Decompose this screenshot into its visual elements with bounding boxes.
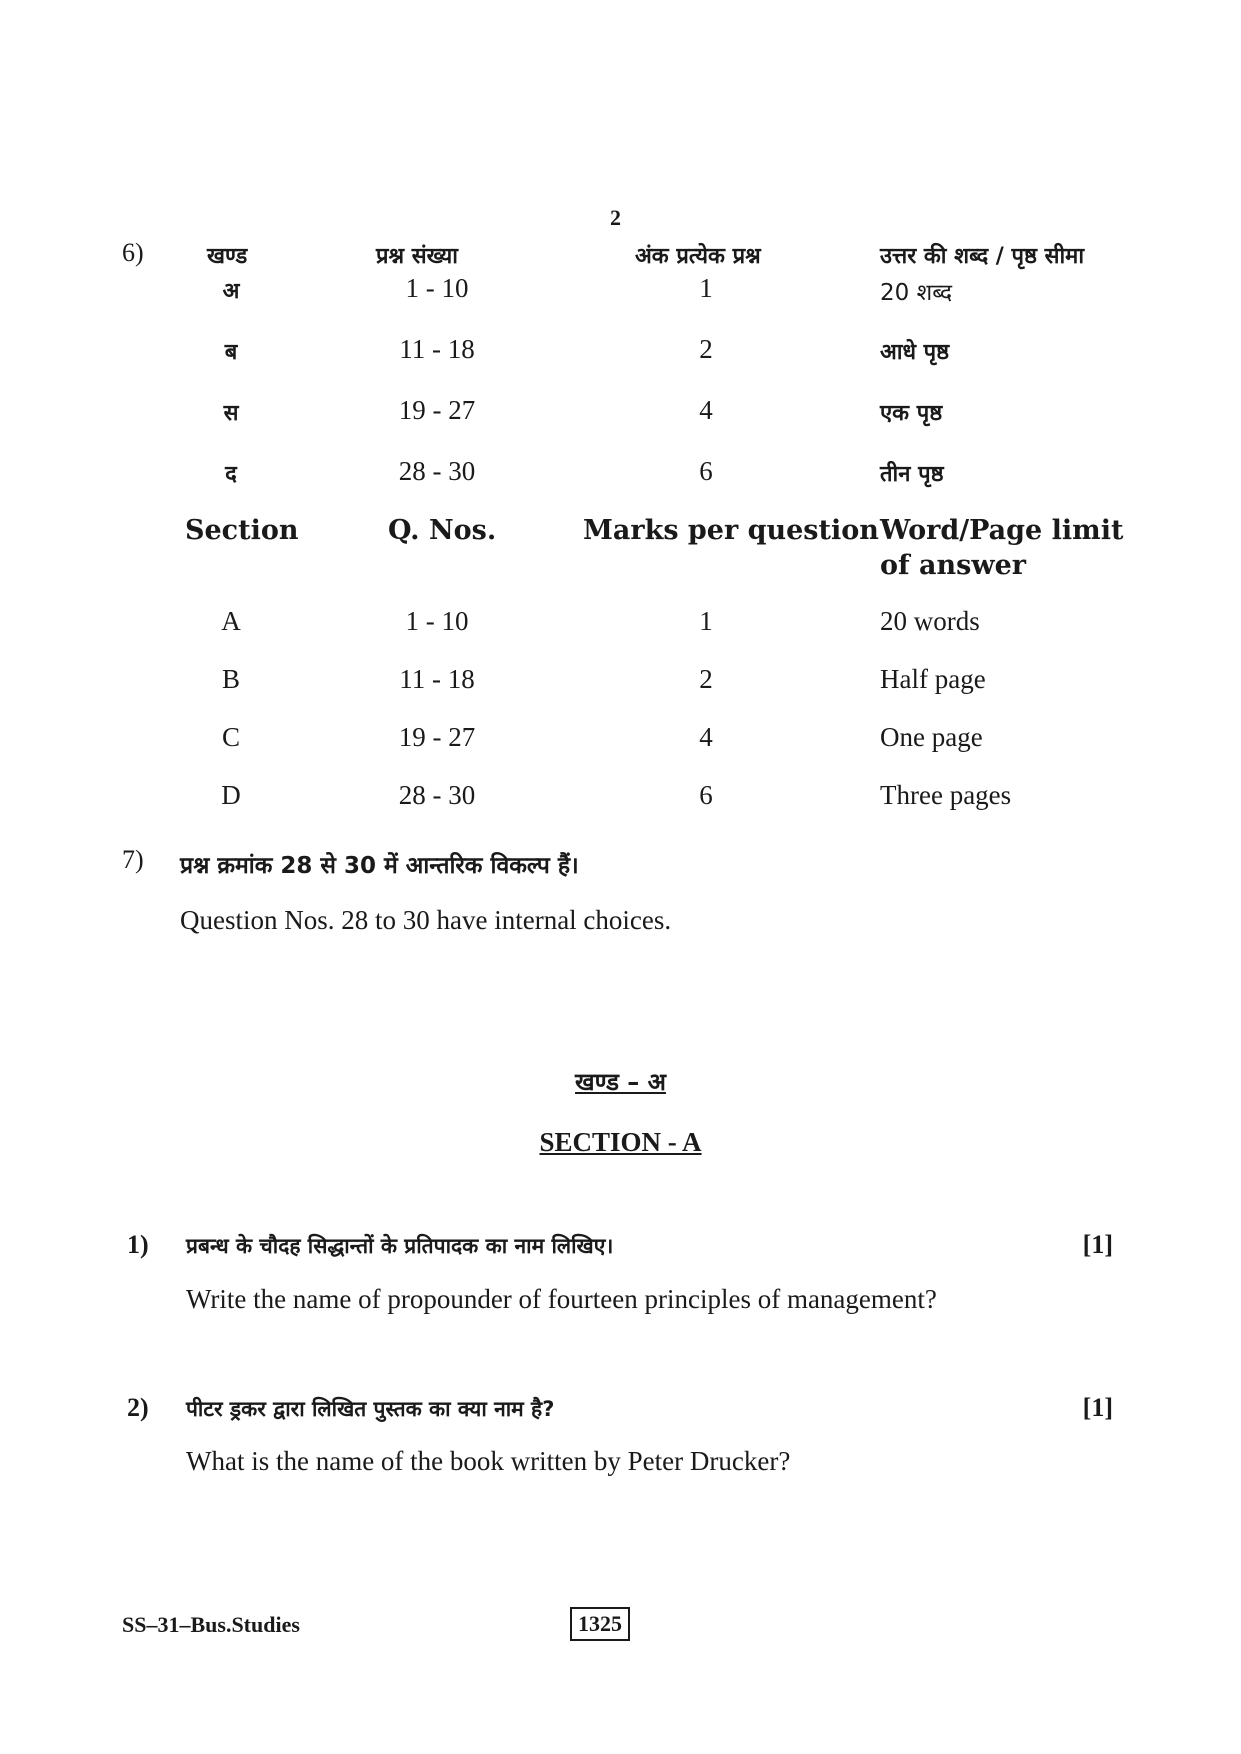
english-row-4-section: D <box>221 780 241 810</box>
question-2-hindi: पीटर ड्रकर द्वारा लिखित पुस्तक का क्या नाम है? <box>186 1397 555 1421</box>
english-row-2-limit: Half page <box>880 664 986 694</box>
hindi-header-qnos: प्रश्न संख्या <box>376 244 458 269</box>
hindi-row-4-marks: 6 <box>699 456 713 486</box>
english-header-limit-line2: of answer <box>880 550 1026 581</box>
hindi-row-1-limit: 20 शब्द <box>880 280 953 306</box>
question-2-english: What is the name of the book written by Peter Drucker? <box>186 1446 791 1476</box>
english-row-2-marks: 2 <box>699 664 713 694</box>
hindi-row-3-section: स <box>223 401 239 426</box>
english-row-2-section: B <box>221 664 241 694</box>
instruction-6-number: 6) <box>122 238 144 267</box>
hindi-row-1-section: अ <box>222 279 240 304</box>
english-row-3-limit: One page <box>880 722 983 752</box>
question-1-english: Write the name of propounder of fourteen principles of management? <box>186 1284 937 1314</box>
question-2-number: 2) <box>127 1393 149 1422</box>
instruction-7-number: 7) <box>122 845 144 874</box>
hindi-row-4-qnos: 28 - 30 <box>398 456 476 486</box>
english-header-section: Section <box>185 515 299 546</box>
english-row-3-qnos: 19 - 27 <box>398 722 476 752</box>
hindi-row-3-marks: 4 <box>699 395 713 425</box>
english-row-4-qnos: 28 - 30 <box>398 780 476 810</box>
hindi-row-2-limit: आधे पृष्ठ <box>880 340 950 365</box>
section-title-english: SECTION - A <box>539 1127 702 1157</box>
english-row-4-marks: 6 <box>699 780 713 810</box>
hindi-header-limit: उत्तर की शब्द / पृष्ठ सीमा <box>880 244 1085 269</box>
instruction-7-english: Question Nos. 28 to 30 have internal choices. <box>180 905 672 935</box>
section-title-hindi: खण्ड – अ <box>575 1068 666 1096</box>
english-row-1-section: A <box>221 606 241 636</box>
hindi-row-1-qnos: 1 - 10 <box>405 273 469 303</box>
hindi-row-2-qnos: 11 - 18 <box>399 334 475 364</box>
hindi-row-2-section: ब <box>224 340 238 365</box>
instruction-7-hindi: प्रश्न क्रमांक 28 से 30 में आन्तरिक विकल्प हैं। <box>180 853 579 879</box>
hindi-row-3-qnos: 19 - 27 <box>398 395 476 425</box>
hindi-header-section: खण्ड <box>207 244 248 269</box>
english-row-2-qnos: 11 - 18 <box>399 664 475 694</box>
hindi-row-2-marks: 2 <box>699 334 713 364</box>
english-header-qnos: Q. Nos. <box>388 515 497 546</box>
english-header-limit-line1: Word/Page limit <box>880 515 1124 546</box>
hindi-header-marks: अंक प्रत्येक प्रश्न <box>635 244 761 269</box>
english-header-marks: Marks per question <box>583 515 879 546</box>
hindi-row-3-limit: एक पृष्ठ <box>880 401 943 426</box>
footer-page-code: 1325 <box>570 1607 630 1641</box>
question-1-number: 1) <box>127 1230 149 1259</box>
english-row-1-marks: 1 <box>699 606 713 636</box>
question-2-marks: [1] <box>1082 1393 1113 1422</box>
hindi-row-4-limit: तीन पृष्ठ <box>880 462 944 487</box>
english-row-1-limit: 20 words <box>880 606 980 636</box>
english-row-3-marks: 4 <box>699 722 713 752</box>
question-1-marks: [1] <box>1082 1230 1113 1259</box>
question-1-hindi: प्रबन्ध के चौदह सिद्धान्तों के प्रतिपादक का नाम लिखिए। <box>186 1234 614 1258</box>
english-row-4-limit: Three pages <box>880 780 1012 810</box>
hindi-row-4-section: द <box>225 462 237 487</box>
hindi-row-1-marks: 1 <box>699 273 713 303</box>
footer-paper-code: SS–31–Bus.Studies <box>122 1612 300 1637</box>
english-row-3-section: C <box>221 722 241 752</box>
english-row-1-qnos: 1 - 10 <box>405 606 469 636</box>
page-number: 2 <box>610 205 621 230</box>
